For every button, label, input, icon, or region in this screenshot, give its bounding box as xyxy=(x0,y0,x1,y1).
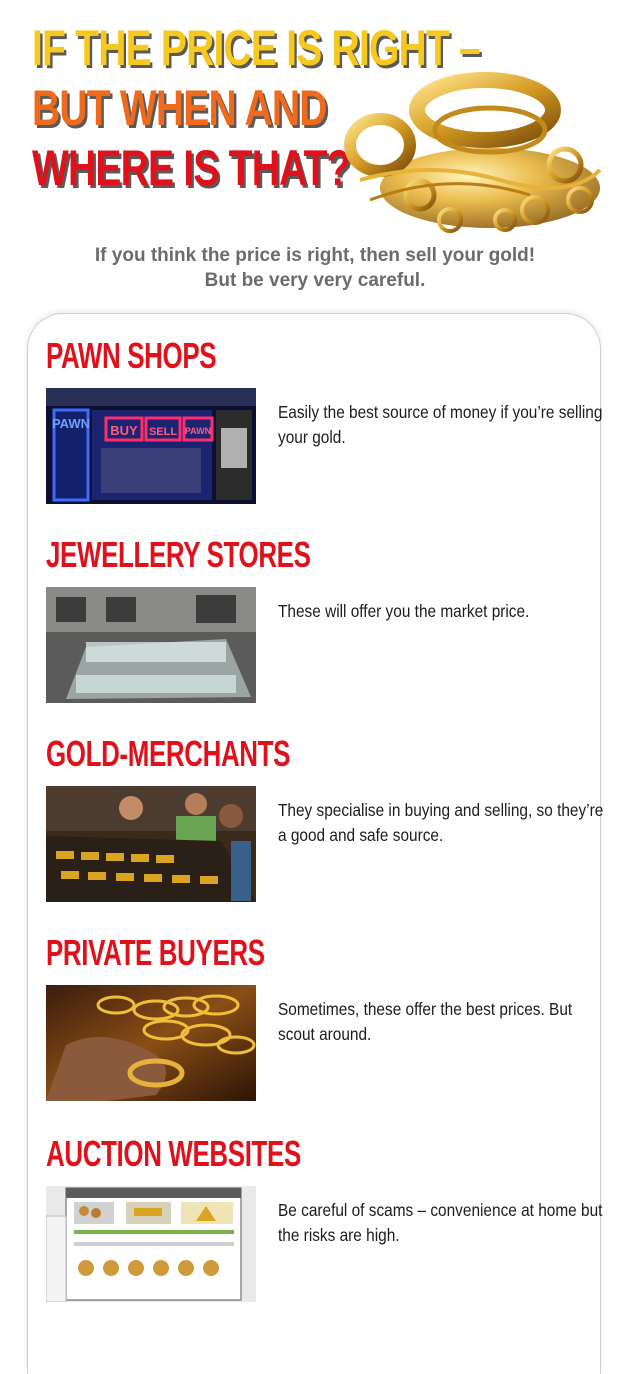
section-description: Sometimes, these offer the best prices. But scout around. xyxy=(278,999,573,1044)
gold-jewelry-image xyxy=(340,70,605,240)
headline-line-3: WHERE IS THAT? xyxy=(32,140,350,196)
svg-text:SELL: SELL xyxy=(148,426,178,438)
private-buyer-photo xyxy=(46,985,256,1101)
svg-text:PAWN: PAWN xyxy=(184,426,212,436)
subtitle xyxy=(0,243,630,293)
section-title: GOLD-MERCHANTS xyxy=(46,733,291,774)
headline-line-1: IF THE PRICE IS RIGHT – xyxy=(32,20,480,76)
subtitle-line-1: If you think the price is right, then sell your gold! xyxy=(94,245,536,266)
section-title: AUCTION WEBSITES xyxy=(46,1133,301,1174)
section-title: JEWELLERY STORES xyxy=(46,534,311,575)
section-title: PAWN SHOPS xyxy=(46,335,217,376)
section-description: Be careful of scams – convenience at home but the risks are high. xyxy=(278,1200,603,1245)
section-auction-websites xyxy=(46,1134,606,1324)
svg-text:BUY: BUY xyxy=(110,423,138,438)
jewellery-store-photo xyxy=(46,587,256,703)
section-jewellery-stores xyxy=(46,535,606,725)
section-title: PRIVATE BUYERS xyxy=(46,932,265,973)
subtitle-line-2: But be very very careful. xyxy=(204,270,426,291)
section-pawn-shops xyxy=(46,336,606,526)
section-description: They specialise in buying and selling, so they’re a good and safe source. xyxy=(278,800,604,845)
section-gold-merchants xyxy=(46,734,606,924)
svg-text:PAWN: PAWN xyxy=(51,416,91,431)
section-description: Easily the best source of money if you’re selling your gold. xyxy=(278,402,603,447)
gold-merchant-photo xyxy=(46,786,256,902)
headline-line-2: BUT WHEN AND xyxy=(32,80,327,136)
pawn-shop-photo xyxy=(46,388,256,504)
section-private-buyers xyxy=(46,933,606,1123)
section-description: These will offer you the market price. xyxy=(278,601,530,621)
auction-website-photo xyxy=(46,1186,256,1302)
